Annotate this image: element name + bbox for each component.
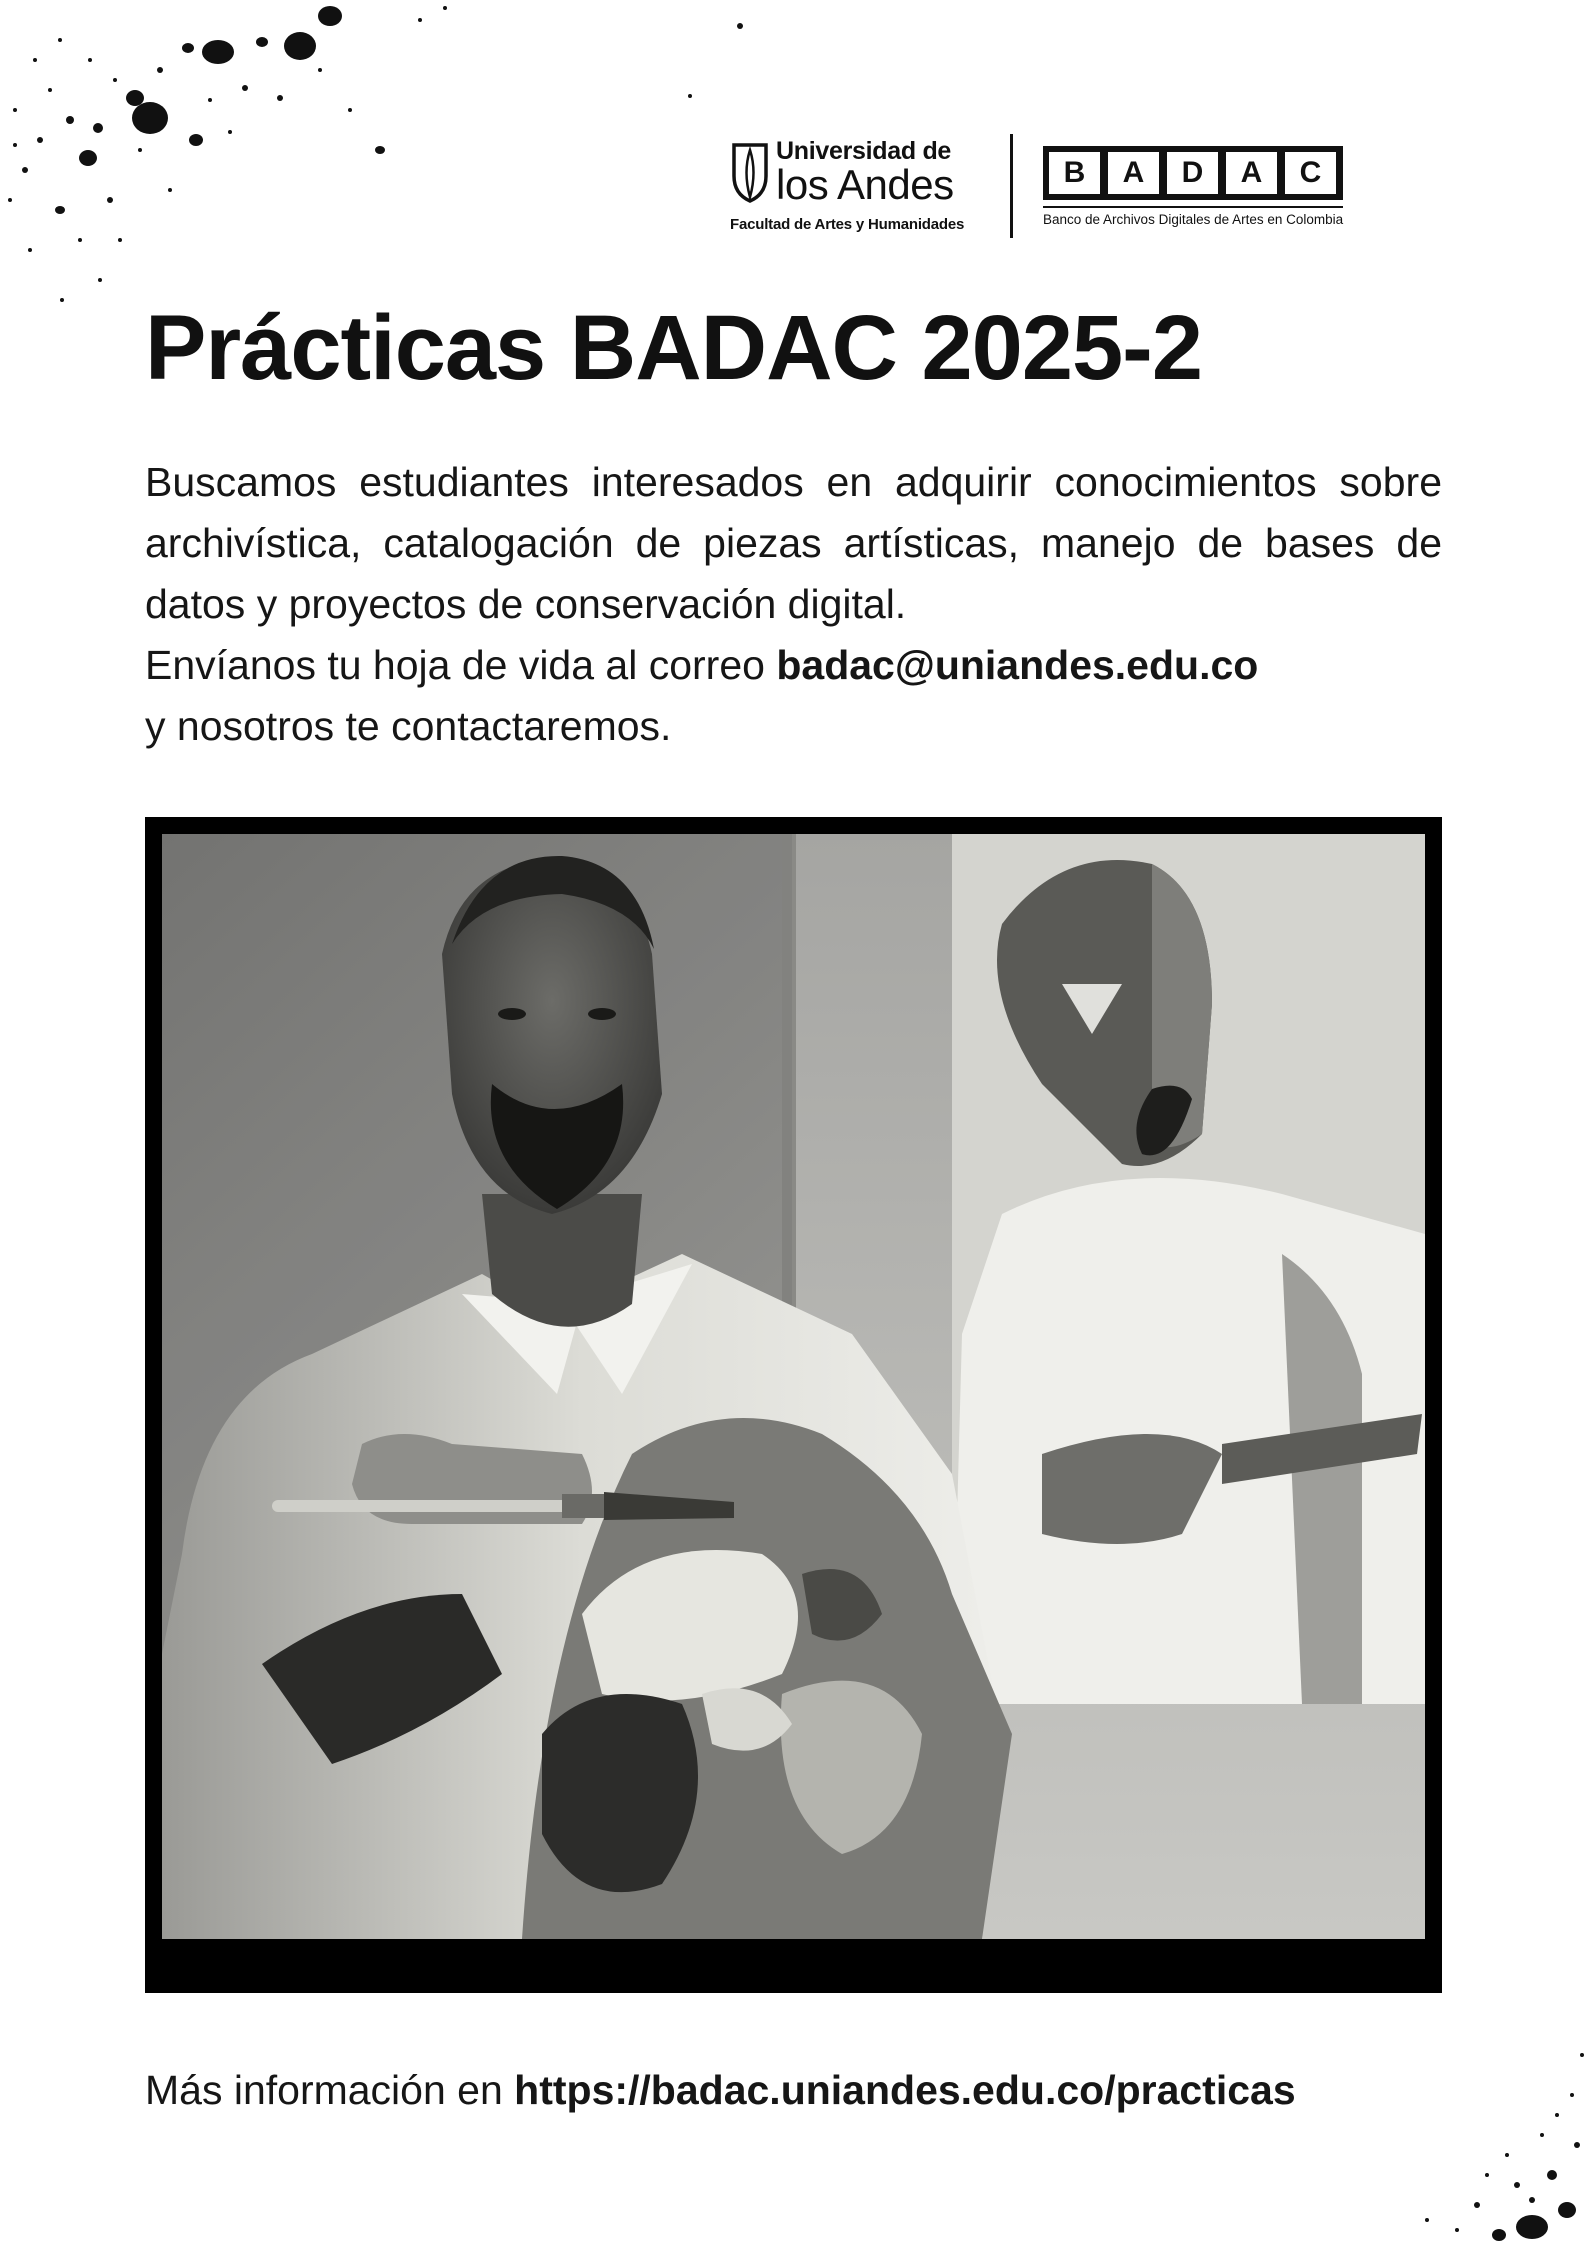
photo-frame: [145, 817, 1442, 1993]
badac-letter: B: [1049, 152, 1100, 194]
ink-splatter-bottom-right: [1327, 2035, 1587, 2245]
page-title: Prácticas BADAC 2025-2: [145, 297, 1202, 399]
description: [145, 452, 1442, 757]
university-name-line-2: los Andes: [776, 161, 954, 208]
uniandes-logo: [730, 139, 985, 233]
badac-letter: C: [1285, 152, 1336, 194]
description-paragraph: Buscamos estudiantes interesados en adquirir conocimientos sobre archivística, catalogación de piezas artísticas, manejo de bases de datos y proyectos de conservación digital.: [145, 459, 1442, 627]
footer-prefix: Más información en: [145, 2067, 515, 2113]
university-name-line-1: Universidad de: [776, 137, 952, 165]
badac-letter: D: [1167, 152, 1218, 194]
contact-email-link[interactable]: badac@uniandes.edu.co: [776, 642, 1259, 688]
footer-url-link[interactable]: https://badac.uniandes.edu.co/practicas: [514, 2067, 1296, 2113]
header-logos: [730, 130, 1442, 242]
badac-caption: Banco de Archivos Digitales de Artes en Colombia: [1043, 206, 1343, 227]
uniandes-shield-icon: [730, 142, 770, 204]
ink-splatter-top-left: [0, 0, 760, 330]
faculty-name: Facultad de Artes y Humanidades: [730, 216, 965, 233]
contact-prefix: Envíanos tu hoja de vida al correo: [145, 642, 777, 688]
footer: [145, 2060, 1296, 2121]
badac-logo: [1043, 146, 1343, 227]
logo-divider: [1010, 134, 1013, 238]
badac-letter: A: [1108, 152, 1159, 194]
badac-letter: A: [1226, 152, 1277, 194]
contact-line: [145, 635, 1442, 696]
artist-portrait-photo: [162, 834, 1425, 1939]
contact-suffix: y nosotros te contactaremos.: [145, 703, 672, 749]
